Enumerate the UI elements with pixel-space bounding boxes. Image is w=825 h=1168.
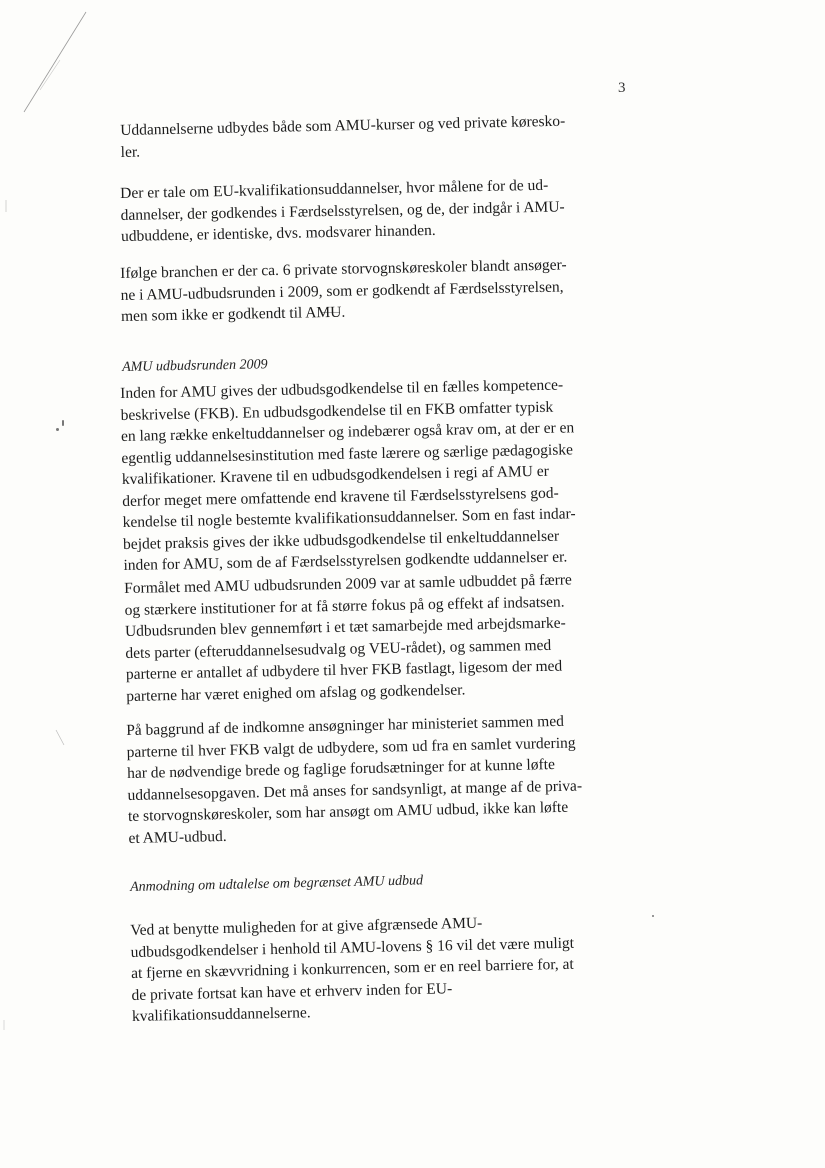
text-line: udbudsgodkendelser i henhold til AMU-lovens § 16 vil det være muligt bbox=[130, 934, 575, 961]
text-line: Der er tale om EU-kvalifikationsuddannelser, hvor målene for de ud- bbox=[120, 176, 549, 202]
text-line: at fjerne en skævvridning i konkurrencen, som er en reel barriere for, at bbox=[130, 955, 574, 982]
text-line: parterne har været enighed om afslag og godkendelser. bbox=[126, 680, 466, 705]
text-line: På baggrund af de indkomne ansøgninger har ministeriet sammen med bbox=[126, 712, 565, 739]
text-line: derfor meget mere omfattende end kravene til Færdselsstyrelsens god- bbox=[122, 484, 559, 510]
text-line: Formålet med AMU udbudsrunden 2009 var at samle udbuddet på færre bbox=[124, 571, 572, 597]
text-line: Ifølge branchen er der ca. 6 private storvognskøreskoler blandt ansøger- bbox=[120, 256, 567, 282]
scan-speck bbox=[62, 420, 64, 426]
text-line: parterne til hver FKB valgt de udbydere, som ud fra en samlet vurdering bbox=[126, 734, 576, 761]
text-line: de private fortsat kan have et erhverv inden for EU- bbox=[131, 979, 453, 1004]
paragraph-5 bbox=[124, 569, 574, 707]
text-line: egentlig uddannelsesinstitution med faste lærere og særlige pædagogiske bbox=[121, 440, 574, 467]
paragraph-2 bbox=[120, 174, 565, 247]
section-heading-anmodning: Anmodning om udtalelse om begrænset AMU udbud bbox=[130, 873, 424, 895]
paragraph-4 bbox=[120, 374, 577, 576]
text-line: uddannelsesopgaven. Det må anses for sandsynligt, at mange af de priva- bbox=[127, 776, 583, 804]
text-line: kvalifikationsuddannelserne. bbox=[131, 1004, 311, 1025]
section-heading-amu-udbudsrunden: AMU udbudsrunden 2009 bbox=[122, 357, 268, 375]
text-line: udbuddene, er identiske, dvs. modsvarer hinanden. bbox=[120, 221, 436, 245]
text-line: bejdet praksis gives der ikke udbudsgodkendelse til enkeltuddannelser bbox=[122, 527, 560, 553]
text-line: dannelser, der godkendes i Færdselsstyrelsen, og de, der indgår i AMU- bbox=[120, 197, 565, 224]
text-line: en lang række enkeltuddannelser og indebærer også krav om, at der er en bbox=[120, 419, 575, 445]
text-line: te storvognskøreskoler, som har ansøgt om AMU udbud, ikke kan løfte bbox=[127, 798, 569, 825]
paragraph-6 bbox=[126, 710, 583, 848]
text-line: har de nødvendige brede og faglige forudsætninger for at kunne løfte bbox=[126, 756, 556, 782]
text-line: et AMU-udbud. bbox=[128, 827, 227, 847]
text-line: beskrivelse (FKB). En udbudsgodkendelse til en FKB omfatter typisk bbox=[120, 398, 554, 424]
text-line: inden for AMU, som de af Færdselsstyrelsen godkendte uddannelser er. bbox=[123, 548, 568, 574]
text-line: og stærkere institutioner for at få større fokus på og effekt af indsatsen. bbox=[124, 593, 565, 619]
text-line: kvalifikationer. Kravene til en udbudsgodkendelsen i regi af AMU er bbox=[121, 462, 549, 488]
text-line: men som ikke er godkendt til AMU. bbox=[120, 303, 346, 325]
scan-speck bbox=[56, 428, 59, 431]
text-line: ler. bbox=[120, 143, 141, 161]
text-line: Udbudsrunden blev gennemført i et tæt samarbejde med arbejdsmarke- bbox=[124, 614, 566, 640]
text-line: Uddannelserne udbydes både som AMU-kurser og ved private køresko- bbox=[120, 112, 566, 139]
scan-speck bbox=[652, 915, 654, 917]
paragraph-7 bbox=[130, 911, 576, 1028]
text-line: kendelse til nogle bestemte kvalifikationsuddannelser. Som en fast indar- bbox=[122, 505, 576, 531]
paragraph-3 bbox=[120, 254, 568, 327]
text-line: dets parter (efteruddannelsesudvalg og VEU-rådet), og sammen med bbox=[125, 636, 552, 662]
text-line: Ved at benytte muligheden for at give afgrænsede AMU- bbox=[130, 914, 483, 939]
text-line: parterne er antallet af udbydere til hver FKB fastlagt, ligesom der med bbox=[125, 657, 563, 683]
text-line: Inden for AMU gives der udbudsgodkendelse til en fælles kompetence- bbox=[120, 376, 564, 402]
page-number: 3 bbox=[618, 80, 626, 96]
text-line: ne i AMU-udbudsrunden i 2009, som er godkendt af Færdselsstyrelsen, bbox=[120, 277, 564, 304]
